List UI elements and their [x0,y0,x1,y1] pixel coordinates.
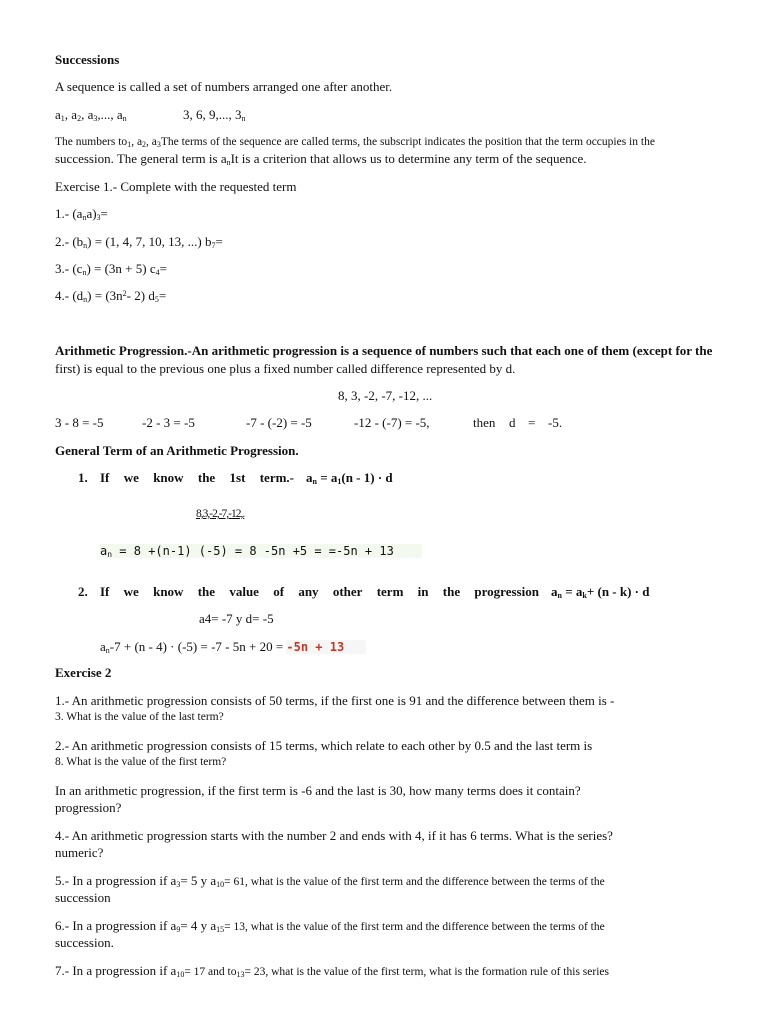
exercise1-title: Exercise 1.- Complete with the requested term [55,179,297,194]
ap-difference: -7 - (-2) = -5 [246,415,312,430]
exercise2-q4-line1: 4.- An arithmetic progression starts with the number 2 and ends with 4, if it has 6 terms. What is the series? [55,828,613,843]
case1-formula: $a_n = a_1(n - 1) \cdot d$ [306,470,393,486]
exercise1-item: 3.- $(c_n) = (3n + 5)$ $c_4=$ [55,261,167,277]
exercise2-q1-line1: 1.- An arithmetic progression consists of 50 terms, if the first one is 91 and the difference between them is - [55,693,615,708]
ap-difference: -2 - 3 = -5 [142,415,195,430]
exercise2-q3-line2: progression? [55,800,122,815]
exercise2-q3-line1: In an arithmetic progression, if the first term is -6 and the last is 30, how many terms does it contain? [55,783,581,798]
ap-definition-rest: first) is equal to the previous one plus a fixed number called difference represented by d. [55,361,516,376]
notation-generic: $a_1$, $a_2$, $a_3$,..., $a_n$ [55,107,127,123]
case1-sequence: 8,3,-2,-7,-12,. [196,508,245,520]
exercise2-q6-line2: succession. [55,935,114,950]
exercise2-q4-line2: numeric? [55,845,104,860]
page-title: Successions [55,52,120,67]
exercise1-item: 4.- $(d_n) = (3n^2-$ 2) $d_5=$ [55,288,167,304]
exercise2-q2-line2: 8. What is the value of the first term? [55,756,227,768]
ap-difference: -12 - (-7) = -5, [354,415,430,430]
case1-calculation: $a_n = 8 +(n-1) (-5) = 8$ -5n +5 = =-5n + 13 [100,543,422,560]
case2-given: a4= -7 y d= -5 [199,611,274,626]
case2-heading: If we know the value of any other term in the progression [100,584,539,599]
ap-equals: = [528,415,536,430]
general-term-title: General Term of an Arithmetic Progression. [55,443,299,458]
case2-formula: $a_n = a_k+ (n - k) \cdot d$ [551,584,650,600]
case1-number: 1. [78,470,88,485]
ap-d-value: -5. [548,415,563,430]
terms-paragraph-line2: succession. The general term is $a_nIt$ is a criterion that allows us to determine any term of the sequence. [55,151,587,167]
exercise2-q5-line1: 5.- In a progression if $a_3= 5$ y $a_{10}= 61$, what is the value of the first term and the difference between the terms of the [55,873,605,889]
intro-text: A sequence is called a set of numbers arranged one after another. [55,79,393,94]
exercise2-q5-line2: succession [55,890,111,905]
exercise2-q6-line1: 6.- In a progression if $a_9= 4$ y $a_{15}= 13$, what is the value of the first term and the difference between the terms of the [55,918,605,934]
exercise2-q2-line1: 2.- An arithmetic progression consists of 15 terms, which relate to each other by 0.5 and the last term is [55,738,593,753]
exercise2-q1-line2: 3. What is the value of the last term? [55,711,224,723]
exercise2-q7-line1: 7.- In a progression if $a_{10}= 17$ and $to_{13}= 23$, what is the value of the first term, what is the formation rule of this series [55,963,609,979]
exercise1-item: 2.- $(b_n) = (1$, 4, 7, 10, 13, ...) $b_7=$ [55,234,223,250]
ap-example-sequence: 8, 3, -2, -7, -12, ... [338,388,433,403]
notation-example: 3, 6, 9,..., $3_n$ [183,107,246,123]
case2-calculation: $a_n-7 + (n - 4) \cdot (-5) = -7 - 5n + 20 = -5n + 13$ [100,638,366,656]
ap-definition-bold: Arithmetic Progression.-An arithmetic progression is a sequence of numbers such that each one of them (except for the [55,343,713,358]
ap-difference: 3 - 8 = -5 [55,415,104,430]
case2-result: -5n + 13 [286,640,366,654]
exercise1-item: 1.- $(a_na)_3=$ [55,206,108,222]
ap-d-label: d [509,415,516,430]
case1-heading: If we know the 1st term.- [100,470,294,485]
ap-then-label: then [473,415,496,430]
exercise2-title: Exercise 2 [55,665,112,680]
case2-number: 2. [78,584,88,599]
terms-paragraph-line1: The numbers $to_1$, $a_2$, $a_3The$ terms of the sequence are called terms, the subscript indicates the position that the term occupies in the [55,136,655,149]
